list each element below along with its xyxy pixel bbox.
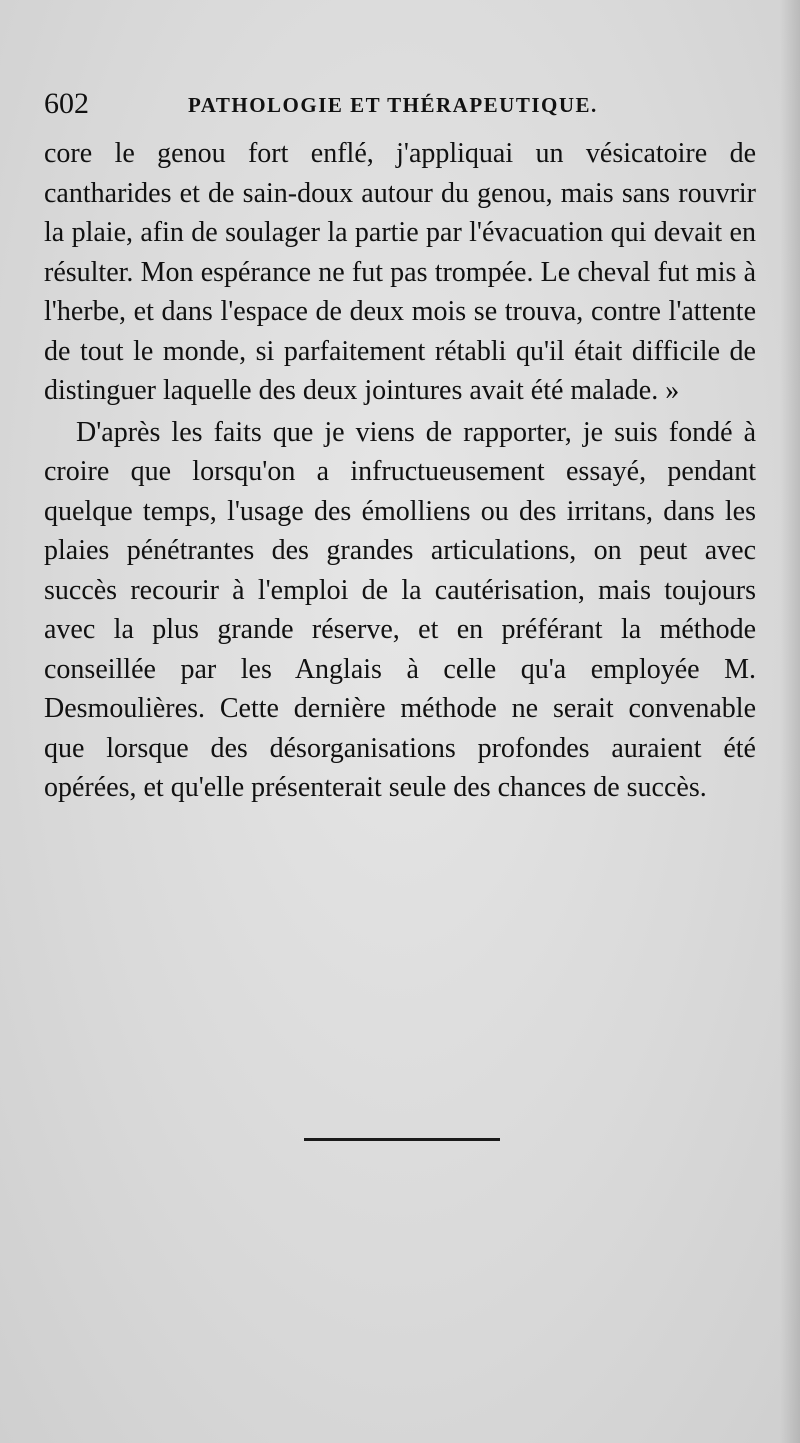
paragraph-2: D'après les faits que je viens de rapporter, je suis fondé à croire que lorsqu'on a infructueusement essayé, pendant quelque temps, l'usage des émolliens ou des irritans, dans les plaies pénétrantes des grandes articulations, on peut avec succès recourir à l'emploi de la cautérisation, mais toujours avec la plus grande réserve, et en préférant la méthode conseillée par les Anglais à celle qu'a employée M. Desmoulières. Cette dernière méthode ne serait convenable que lorsque des désorganisations profondes auraient été opérées, et qu'elle présenterait seule des chances de succès. xyxy=(44,416,756,803)
paragraph-1: core le genou fort enflé, j'appliquai un vésicatoire de cantharides et de sain-doux autour du genou, mais sans rouvrir la plaie, afin de soulager la partie par l'évacuation qui devait en résulter. Mon espérance ne fut pas trompée. Le cheval fut mis à l'herbe, et dans l'espace de deux mois se trouva, contre l'attente de tout le monde, si parfaitement rétabli qu'il était difficile de distinguer laquelle des deux jointures avait été malade. » xyxy=(44,138,756,406)
page-number: 602 xyxy=(44,87,89,120)
page-edge-shadow xyxy=(780,0,800,1443)
running-title: PATHOLOGIE ET THÉRAPEUTIQUE. xyxy=(188,93,598,117)
body-text xyxy=(44,134,756,808)
page-header xyxy=(44,86,744,122)
section-divider-rule xyxy=(304,1138,500,1141)
